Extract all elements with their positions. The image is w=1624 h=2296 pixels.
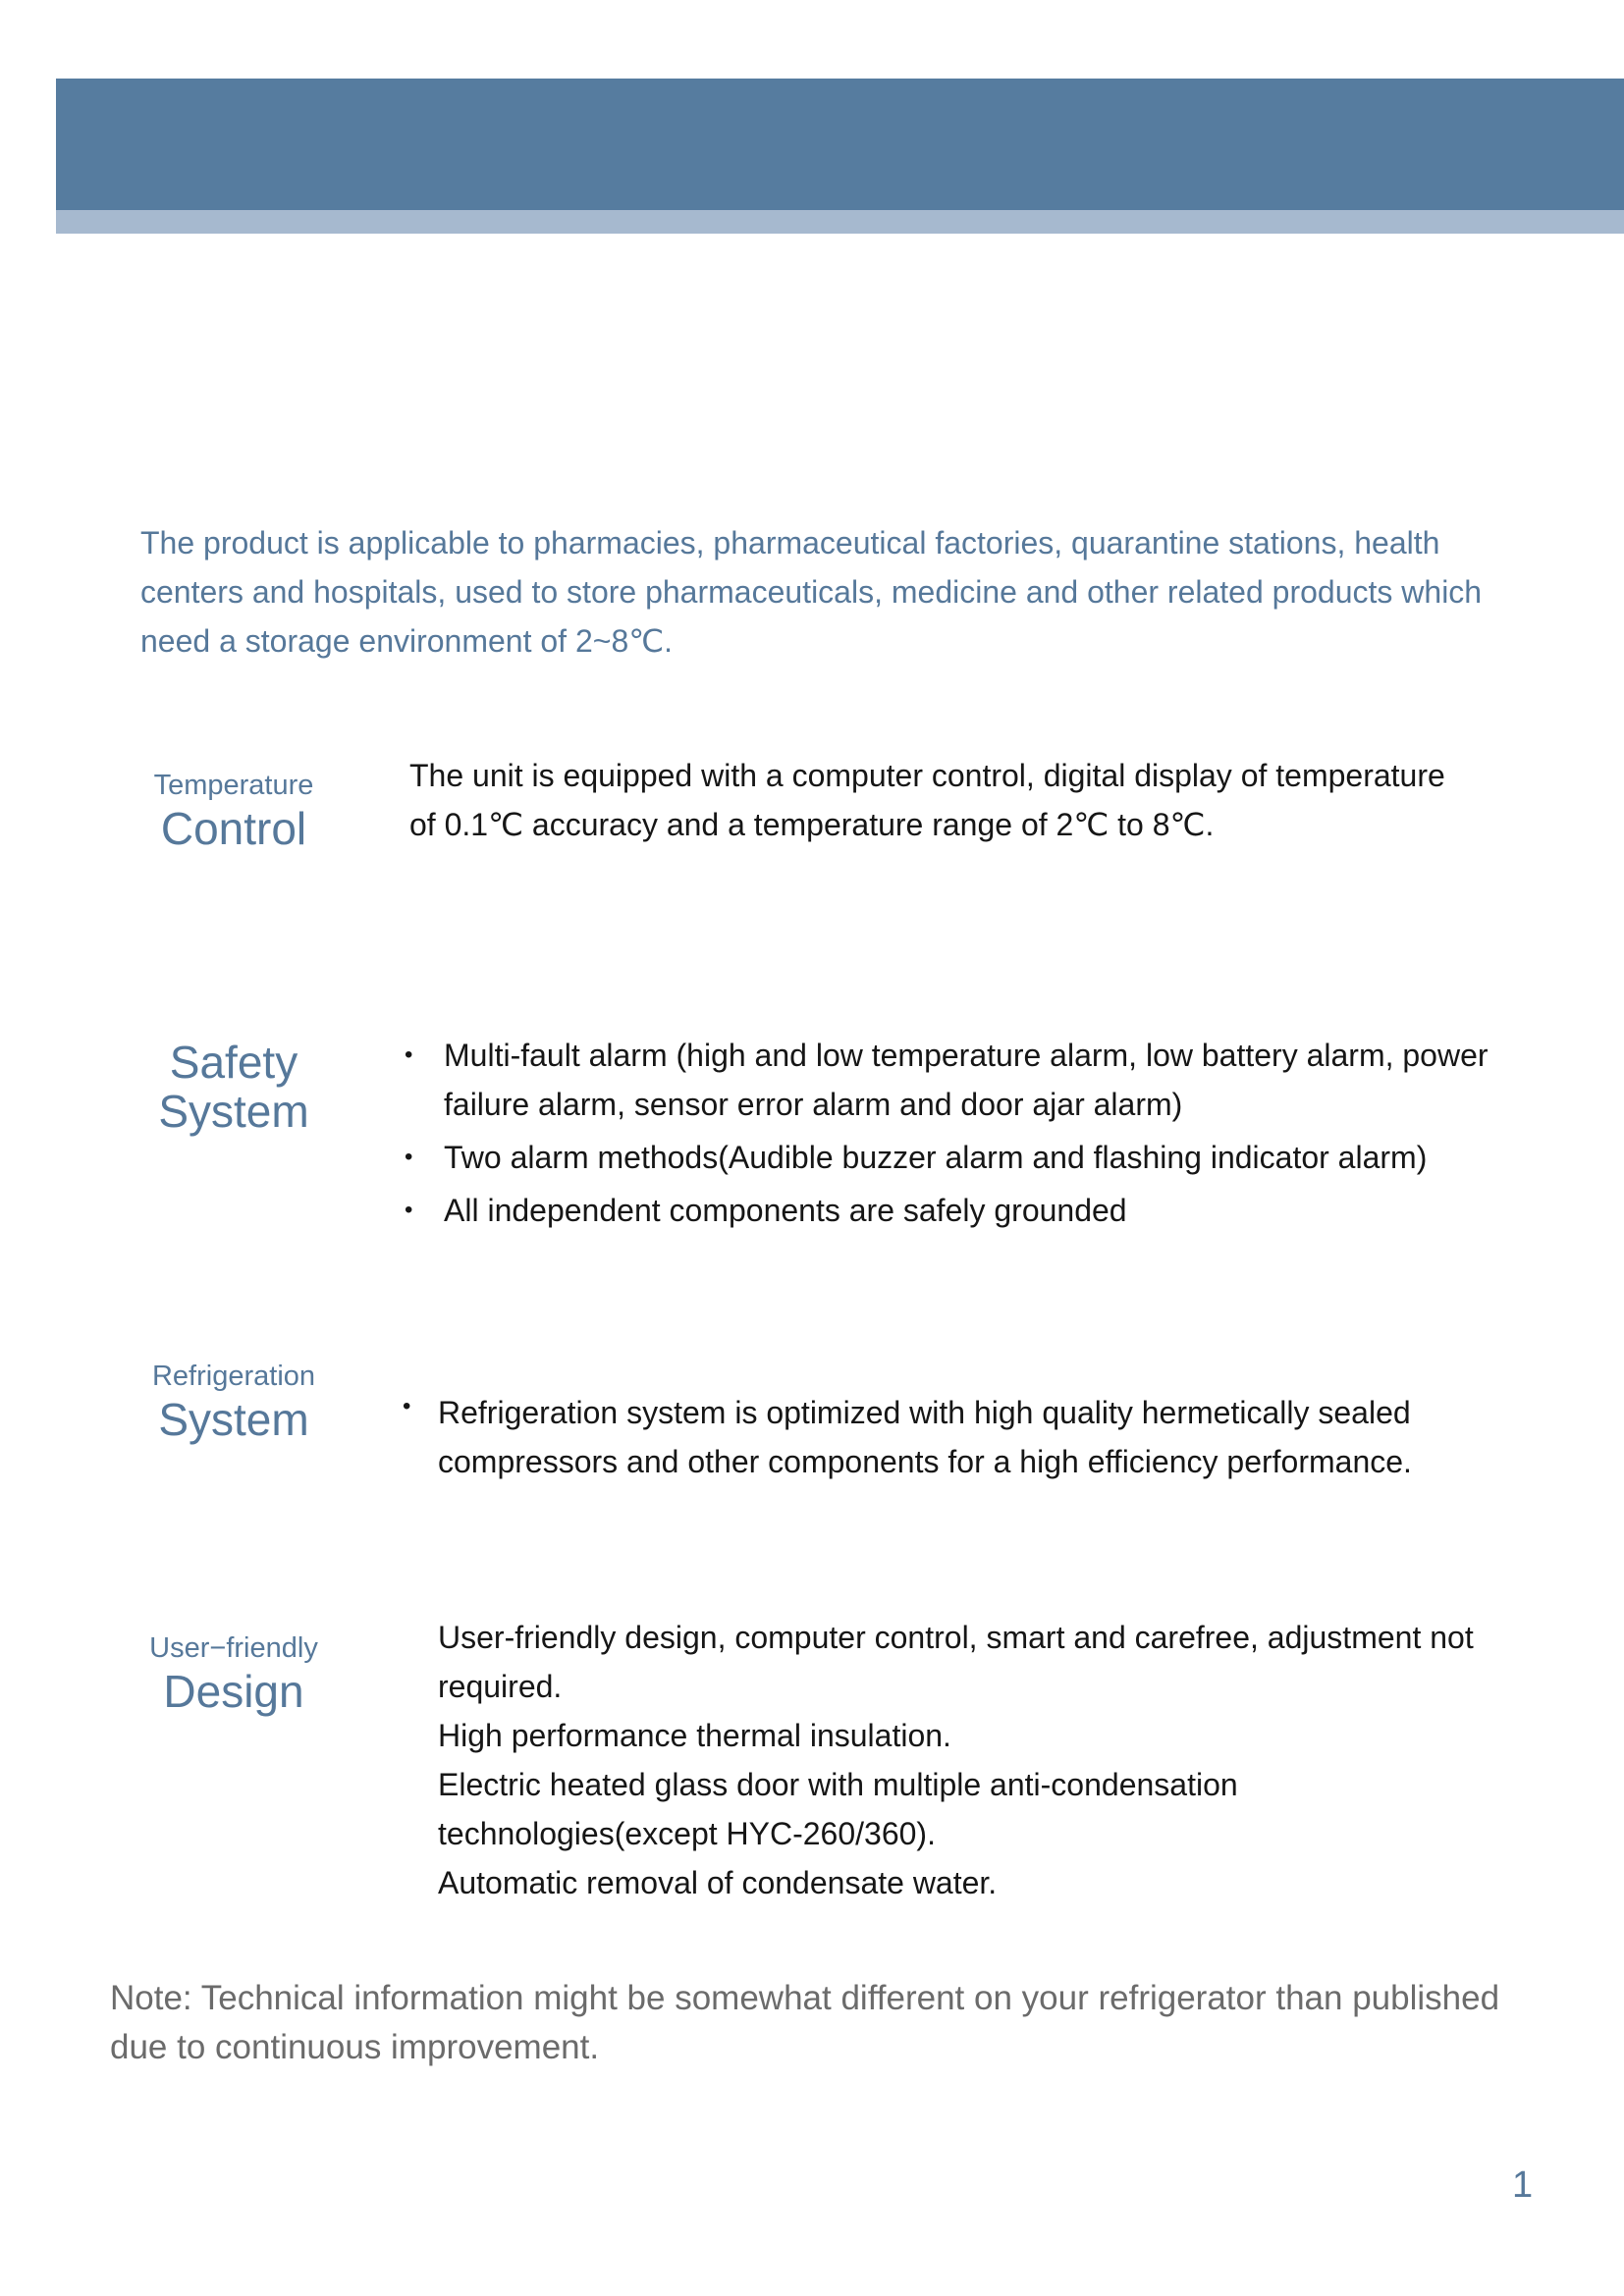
user-friendly-design-text [438, 1613, 1498, 1907]
safety-system-label [140, 1038, 327, 1136]
header-band [56, 79, 1624, 210]
label-big-control: Control [160, 803, 307, 854]
label-small-user-friendly: User−friendly [149, 1632, 318, 1664]
refrigeration-system-bullets [403, 1388, 1498, 1486]
bullet-text: Multi-fault alarm (high and low temperature alarm, low battery alarm, power failure alarm, sensor error alarm and door ajar alarm) [444, 1038, 1489, 1122]
bullet-item [405, 1186, 1534, 1235]
bullet-text: Two alarm methods(Audible buzzer alarm and flashing indicator alarm) [444, 1140, 1428, 1175]
user-friendly-design-label [140, 1629, 327, 1716]
temperature-control-label [140, 767, 327, 853]
temperature-control-text: The unit is equipped with a computer control, digital display of temperature of 0.1℃ accuracy and a temperature range of 2℃ to 8℃. [409, 758, 1445, 842]
bullet-text: All independent components are safely grounded [444, 1193, 1127, 1228]
bullet-dot: • [405, 1144, 413, 1170]
bullet-item [403, 1388, 1498, 1486]
label-small-refrigeration: Refrigeration [151, 1361, 316, 1392]
bullet-text: Refrigeration system is optimized with high quality hermetically sealed compressors and other components for a high efficiency performance. [438, 1395, 1412, 1479]
label-big-system: System [158, 1394, 309, 1445]
bullet-item [405, 1133, 1534, 1182]
bullet-dot: • [403, 1393, 411, 1419]
page-number: 1 [1512, 2164, 1534, 2206]
refrigeration-system-label [140, 1358, 327, 1444]
bullet-item [405, 1031, 1534, 1129]
label-big-design: Design [163, 1666, 304, 1717]
note-text: Note: Technical information might be somewhat different on your refrigerator than published due to continuous improvement. [110, 1979, 1500, 2066]
design-line: Electric heated glass door with multiple anti-condensation technologies(except HYC-260/360). [438, 1767, 1238, 1851]
design-line: User-friendly design, computer control, smart and carefree, adjustment not required. [438, 1620, 1474, 1704]
design-line: High performance thermal insulation. [438, 1718, 951, 1753]
design-line: Automatic removal of condensate water. [438, 1865, 998, 1900]
safety-system-bullets [405, 1031, 1534, 1235]
bullet-dot: • [405, 1197, 413, 1223]
label-big-system: System [158, 1086, 309, 1137]
intro-paragraph: The product is applicable to pharmacies, pharmaceutical factories, quarantine stations, health centers and hospitals, used to store pharmaceuticals, medicine and other related products which need a storage environment of 2~8℃. [140, 525, 1483, 659]
header-strip [56, 210, 1624, 234]
label-small-temperature: Temperature [153, 770, 314, 801]
bullet-dot: • [405, 1041, 413, 1068]
label-big-safety: Safety [169, 1037, 298, 1088]
